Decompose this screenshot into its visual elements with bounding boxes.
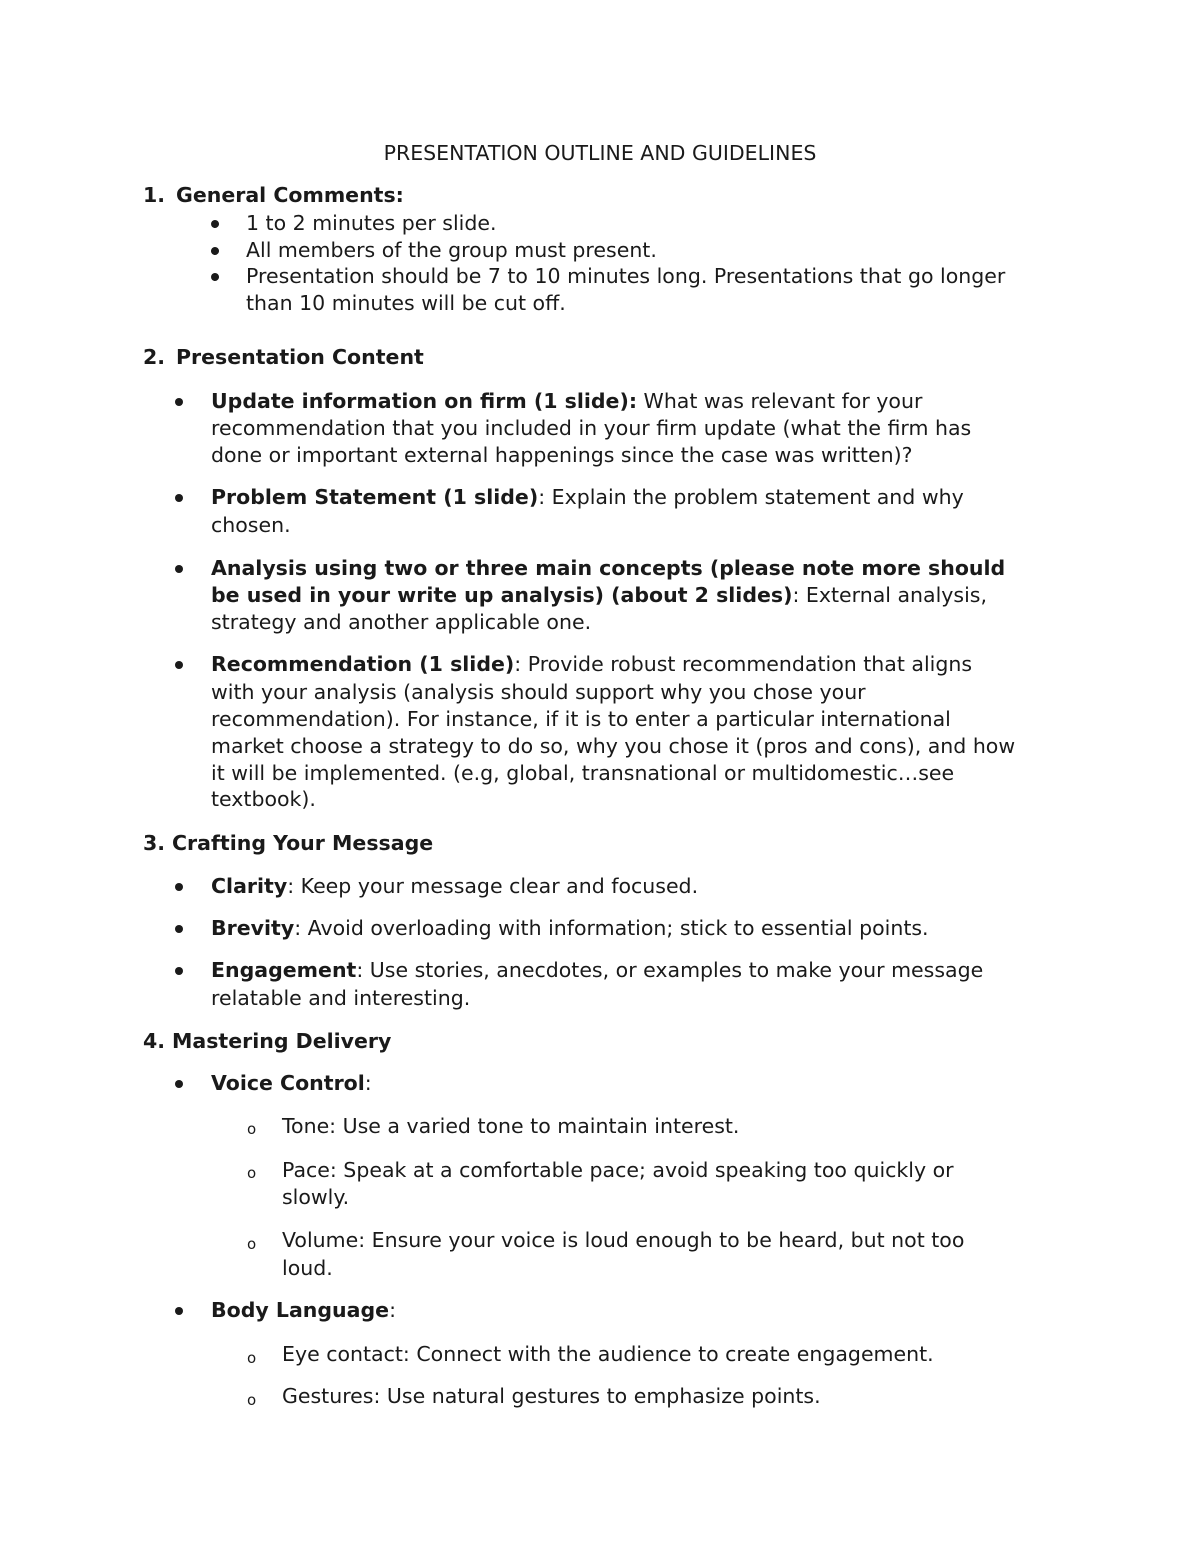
list-item-continued: recommendation). For instance, if it is to enter a particular international [211, 707, 951, 731]
list-item-continued: it will be implemented. (e.g, global, transnational or multidomestic…see [211, 761, 955, 785]
sub-list-item: Volume: Ensure your voice is loud enough to be heard, but not too [282, 1228, 965, 1252]
item-bold-label: Voice Control [211, 1071, 365, 1095]
item-bold-label: Engagement [211, 958, 357, 982]
list-item: 1 to 2 minutes per slide. [246, 211, 497, 235]
list-item [211, 555, 1005, 582]
section-3-heading: Crafting Your Message [172, 831, 434, 855]
item-bold-label: Brevity [211, 916, 295, 940]
item-bold-label: Problem Statement (1 slide) [211, 485, 539, 509]
sub-bullet-icon: o [247, 1164, 257, 1182]
item-text: : External analysis, [792, 583, 987, 607]
list-item-continued: textbook). [211, 787, 316, 811]
item-bold-label: be used in your write up analysis) (about 2 slides) [211, 583, 793, 607]
list-item: All members of the group must present. [246, 238, 657, 262]
sub-bullet-icon: o [247, 1235, 257, 1253]
list-item-continued: than 10 minutes will be cut off. [246, 291, 566, 315]
section-4-heading: Mastering Delivery [172, 1029, 392, 1053]
bullet-icon [210, 246, 221, 257]
list-item-continued: relatable and interesting. [211, 986, 471, 1010]
section-3-number: 3. [143, 831, 166, 855]
item-text: : Explain the problem statement and why [538, 485, 964, 509]
list-item-continued: strategy and another applicable one. [211, 610, 592, 634]
sub-list-item: Gestures: Use natural gestures to emphasize points. [282, 1384, 821, 1408]
list-item [211, 957, 983, 984]
item-text: : Keep your message clear and focused. [287, 874, 699, 898]
list-item-continued: chosen. [211, 513, 291, 537]
item-bold-label: Recommendation (1 slide) [211, 652, 515, 676]
list-item-continued: market choose a strategy to do so, why you chose it (pros and cons), and how [211, 734, 1016, 758]
item-bold-label: Body Language [211, 1298, 390, 1322]
item-text: : Use stories, anecdotes, or examples to make your message [356, 958, 984, 982]
sub-bullet-icon: o [247, 1391, 257, 1409]
list-item [211, 1070, 372, 1097]
bullet-icon [210, 272, 221, 283]
list-item [211, 873, 698, 900]
list-item-continued: recommendation that you included in your firm update (what the firm has [211, 416, 972, 440]
list-item-continued: with your analysis (analysis should support why you chose your [211, 680, 866, 704]
bullet-icon [210, 219, 221, 230]
sub-list-item: Pace: Speak at a comfortable pace; avoid speaking too quickly or [282, 1158, 954, 1182]
bullet-icon [175, 925, 183, 933]
list-item [211, 484, 964, 511]
item-text: : Provide robust recommendation that aligns [514, 652, 973, 676]
list-item-continued: done or important external happenings since the case was written)? [211, 443, 913, 467]
sub-bullet-icon: o [247, 1120, 257, 1138]
list-item-continued [211, 582, 987, 609]
item-text: : Avoid overloading with information; stick to essential points. [294, 916, 929, 940]
item-text: What was relevant for your [637, 389, 923, 413]
item-text: : [389, 1298, 396, 1322]
list-item [211, 1297, 396, 1324]
list-item: Presentation should be 7 to 10 minutes long. Presentations that go longer [246, 264, 1006, 288]
item-bold-label: Clarity [211, 874, 288, 898]
bullet-icon [175, 1080, 183, 1088]
sub-bullet-icon: o [247, 1349, 257, 1367]
item-bold-label: Update information on firm (1 slide): [211, 389, 638, 413]
bullet-icon [175, 967, 183, 975]
section-2-number: 2. [143, 345, 166, 369]
section-1-number: 1. [143, 183, 166, 207]
sub-list-item-continued: loud. [282, 1256, 333, 1280]
sub-list-item: Eye contact: Connect with the audience to create engagement. [282, 1342, 934, 1366]
list-item [211, 915, 929, 942]
bullet-icon [175, 661, 183, 669]
sub-list-item: Tone: Use a varied tone to maintain interest. [282, 1114, 740, 1138]
page-title: PRESENTATION OUTLINE AND GUIDELINES [383, 141, 817, 165]
bullet-icon [175, 565, 183, 573]
item-bold-label: Analysis using two or three main concepts (please note more should [211, 556, 1006, 580]
bullet-icon [175, 494, 183, 502]
list-item [211, 651, 972, 678]
item-text: : [364, 1071, 372, 1095]
list-item [211, 388, 922, 415]
section-2-heading: Presentation Content [176, 345, 424, 369]
section-1-heading: General Comments: [176, 183, 404, 207]
sub-list-item-continued: slowly. [282, 1185, 350, 1209]
bullet-icon [175, 1307, 183, 1315]
bullet-icon [175, 398, 183, 406]
section-4-number: 4. [143, 1029, 166, 1053]
bullet-icon [175, 883, 183, 891]
